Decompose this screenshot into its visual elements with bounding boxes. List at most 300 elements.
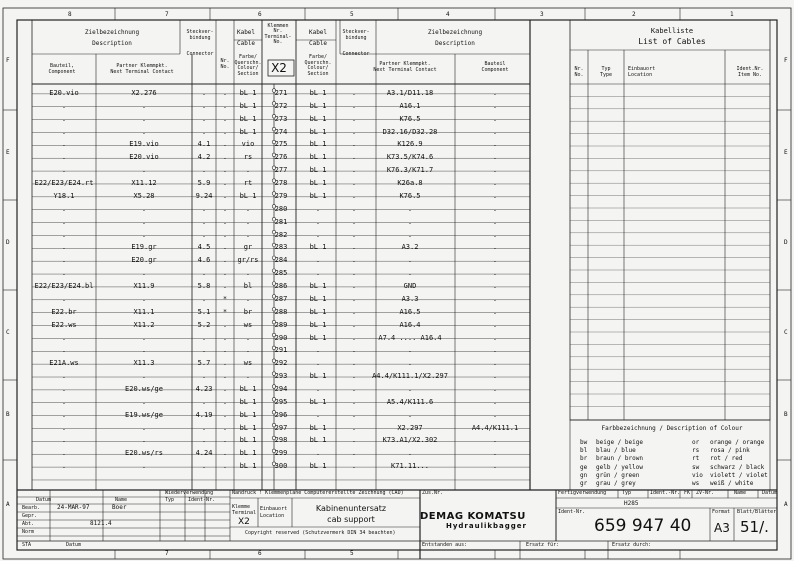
- cell-cable-nr: .: [222, 269, 228, 278]
- cell-cable-nr: .: [222, 423, 228, 432]
- tb-fert-label: Fertigverwendung: [558, 490, 607, 496]
- colour-code: bw: [580, 439, 588, 446]
- border-row-label: F: [784, 57, 788, 64]
- cell-r-partner-contact: .: [407, 217, 413, 226]
- cell-r-component: .: [492, 436, 498, 445]
- cell-r-component: .: [492, 307, 498, 316]
- cell-cable-nr: .: [222, 179, 228, 188]
- colour-name: violett / violet: [710, 471, 768, 479]
- r-ziel-desc: Description: [435, 40, 475, 47]
- cell-r-partner-contact: .: [407, 269, 413, 278]
- colour-name: schwarz / black: [710, 463, 765, 471]
- cell-connector: .: [201, 333, 207, 342]
- tb-title-de: Kabinenuntersatz: [315, 504, 387, 513]
- cell-connector: .: [201, 397, 207, 406]
- cell-r-connector: .: [351, 449, 357, 458]
- cell-r-component: .: [492, 256, 498, 265]
- r-cable-label: Cable: [308, 40, 328, 47]
- cell-cable-nr: .: [222, 256, 228, 265]
- cell-partner-contact: .: [141, 333, 147, 342]
- cable-col-einbau: Einbauort Location: [628, 66, 656, 78]
- colour-name: braun / brown: [596, 455, 643, 463]
- cell-colour-section: ws: [243, 320, 253, 329]
- colour-code: gn: [580, 471, 588, 479]
- tb-blatt: 51/.: [740, 518, 769, 536]
- tb-norm-label: Norm: [22, 529, 35, 535]
- terminal-number: 285: [274, 269, 288, 278]
- cell-r-connector: .: [351, 410, 357, 419]
- cell-colour-section: bL 1: [239, 127, 257, 136]
- cell-partner-contact: .: [141, 269, 147, 278]
- cell-r-colour-section: bL 1: [309, 436, 327, 445]
- cell-component: .: [61, 294, 67, 303]
- cell-r-partner-contact: A3.3: [401, 294, 419, 303]
- cell-r-component: .: [492, 230, 498, 239]
- tb-zv: ZV-Nr.: [696, 490, 715, 496]
- brand-logo: DEMAG KOMATSU: [420, 511, 526, 522]
- r-partner-label: Partner Klemmpkt. Next Terminal Contact: [373, 61, 437, 73]
- cell-colour-section: vio: [241, 140, 255, 149]
- cell-r-connector: .: [351, 320, 357, 329]
- cell-colour-section: br: [243, 307, 253, 316]
- tb-einbau-label: Einbauort: [260, 506, 288, 512]
- border-row-label: B: [784, 411, 788, 418]
- cell-r-component: .: [492, 153, 498, 162]
- ziel-desc: Description: [92, 40, 132, 47]
- cell-r-colour-section: bL 1: [309, 397, 327, 406]
- connector-label: Connector: [186, 51, 214, 57]
- cell-r-component: .: [492, 372, 498, 381]
- cell-partner-contact: E20.ws/rs: [125, 449, 163, 458]
- cell-colour-section: .: [245, 230, 251, 239]
- cell-cable-nr: .: [222, 153, 228, 162]
- colour-code: vio: [692, 471, 703, 479]
- cell-r-colour-section: bL 1: [309, 114, 327, 123]
- cell-r-partner-contact: K76.5: [399, 191, 421, 200]
- border-row-label: A: [6, 501, 10, 508]
- cell-component: .: [61, 140, 67, 149]
- cell-r-colour-section: bL 1: [309, 423, 327, 432]
- cell-r-colour-section: .: [315, 449, 321, 458]
- cell-r-component: .: [492, 101, 498, 110]
- cell-partner-contact: .: [141, 294, 147, 303]
- cell-cable-nr: .: [222, 89, 228, 97]
- cell-r-connector: .: [351, 243, 357, 252]
- cell-r-connector: .: [351, 462, 357, 471]
- r-connector-label: Connector: [342, 51, 370, 57]
- cell-connector: 4.23: [195, 385, 213, 393]
- cell-partner-contact: X5.28: [133, 191, 155, 200]
- cell-cable-nr: .: [222, 410, 228, 419]
- cell-connector: 4.2: [197, 153, 211, 162]
- cell-colour-section: .: [245, 346, 251, 355]
- cable-col-typ: Typ Type: [599, 66, 613, 78]
- cell-cable-nr: .: [222, 282, 228, 291]
- border-row-label: F: [6, 57, 10, 64]
- r-steck-label: Steckver- bindung: [342, 29, 370, 41]
- terminal-number: 271: [274, 89, 288, 97]
- cell-connector: 4.5: [197, 243, 211, 252]
- terminal-number: 291: [274, 346, 288, 355]
- cell-r-connector: .: [351, 282, 357, 291]
- cell-cable-nr: .: [222, 140, 228, 149]
- cell-r-colour-section: .: [315, 256, 321, 265]
- cell-colour-section: bL 1: [239, 385, 257, 393]
- cell-component: .: [61, 166, 67, 175]
- border-col-label: 6: [258, 11, 262, 18]
- cell-cable-nr: .: [222, 101, 228, 110]
- cell-connector: .: [201, 423, 207, 432]
- cell-r-partner-contact: K76.3/K71.7: [386, 166, 434, 175]
- klemmen-label: Klemmen Nr. Terminal- No.: [264, 23, 292, 45]
- cell-partner-contact: .: [141, 346, 147, 355]
- tb-datum2: Datum: [66, 542, 82, 548]
- colour-name: weiß / white: [710, 480, 754, 487]
- border-col-label: 2: [632, 11, 636, 18]
- cell-r-colour-section: .: [315, 269, 321, 278]
- cell-r-colour-section: bL 1: [309, 166, 327, 175]
- cell-r-component: .: [492, 346, 498, 355]
- cell-r-component: .: [492, 320, 498, 329]
- cell-partner-contact: .: [141, 423, 147, 432]
- cell-connector: 5.1: [197, 307, 211, 316]
- cell-r-partner-contact: .: [407, 204, 413, 213]
- terminal-number: 288: [274, 307, 288, 316]
- cell-connector: .: [201, 462, 207, 471]
- cell-connector: 5.7: [197, 359, 211, 368]
- tb-bearb-label: Bearb.: [22, 505, 41, 511]
- cell-component: .: [61, 372, 67, 381]
- cell-r-component: .: [492, 204, 498, 213]
- tb-datum: Datum: [36, 497, 52, 503]
- terminal-number: 281: [274, 217, 288, 226]
- cell-r-connector: .: [351, 179, 357, 188]
- partner-label: Partner Klemmpkt. Next Terminal Contact: [110, 63, 174, 75]
- cell-colour-section: bL 1: [239, 449, 257, 458]
- cell-r-component: .: [492, 127, 498, 136]
- cell-component: E22.br: [51, 307, 77, 316]
- cell-partner-contact: .: [141, 204, 147, 213]
- cell-r-component: .: [492, 217, 498, 226]
- terminal-number: 284: [274, 256, 288, 265]
- border-col-label: 5: [350, 11, 354, 18]
- cell-r-connector: .: [351, 333, 357, 342]
- cell-colour-section: ws: [243, 359, 253, 368]
- cell-partner-contact: .: [141, 436, 147, 445]
- colour-code: rt: [692, 455, 700, 463]
- r-bauteil-label: Bauteil Component: [481, 61, 509, 73]
- cell-r-colour-section: bL 1: [309, 243, 327, 252]
- cell-cable-nr: .: [222, 346, 228, 355]
- border-row-label: C: [784, 329, 788, 336]
- tb-head-text: Nandruck ! Klemmenpläne Computererstellte Zeichnung (CAD): [232, 490, 404, 496]
- terminal-number: 282: [274, 230, 288, 239]
- cell-partner-contact: E20.vio: [129, 153, 159, 162]
- cell-r-component: .: [492, 166, 498, 175]
- cell-r-connector: .: [351, 269, 357, 278]
- cell-component: .: [61, 114, 67, 123]
- cell-r-component: .: [492, 282, 498, 291]
- cell-r-partner-contact: .: [407, 410, 413, 419]
- cell-cable-nr: .: [222, 127, 228, 136]
- cable-list-title: Kabelliste: [650, 27, 694, 35]
- cell-r-partner-contact: X2.297: [397, 423, 423, 432]
- tb-einbau-value: Location: [260, 513, 285, 519]
- cell-cable-nr: .: [222, 397, 228, 406]
- colour-name: gelb / yellow: [596, 463, 643, 471]
- cell-r-connector: .: [351, 385, 357, 393]
- cell-r-component: .: [492, 359, 498, 368]
- cell-component: Y18.1: [53, 191, 75, 200]
- cell-cable-nr: .: [222, 436, 228, 445]
- border-col-label: 3: [540, 11, 544, 18]
- cell-connector: .: [201, 166, 207, 175]
- cell-connector: .: [201, 89, 207, 97]
- cable-col-ident: Ident.Nr. Item No.: [736, 66, 764, 78]
- ziel-title: Zielbezeichnung: [84, 29, 140, 36]
- tb-identnr-label: Ident-Nr.: [558, 509, 586, 515]
- cell-cable-nr: .: [222, 217, 228, 226]
- cell-partner-contact: E20.gr: [131, 256, 157, 265]
- border-col-label: 7: [165, 11, 169, 18]
- border-row-label: B: [6, 411, 10, 418]
- cell-r-component: .: [492, 333, 498, 342]
- cell-r-component: .: [492, 294, 498, 303]
- tb-blatt-label: Blatt/Blätter: [737, 509, 777, 515]
- cell-r-connector: .: [351, 101, 357, 110]
- cell-colour-section: rs: [243, 153, 253, 162]
- cell-connector: .: [201, 127, 207, 136]
- terminal-number: 273: [274, 114, 288, 123]
- cell-r-partner-contact: A3.2: [401, 243, 419, 252]
- cell-cable-nr: .: [222, 462, 228, 471]
- cell-r-colour-section: bL 1: [309, 294, 327, 303]
- cell-component: .: [61, 385, 67, 393]
- cell-component: .: [61, 243, 67, 252]
- colour-name: orange / orange: [710, 439, 765, 446]
- cell-colour-section: bL 1: [239, 462, 257, 471]
- cell-connector: .: [201, 372, 207, 381]
- tb-wieder-label: Wiederverwendung: [165, 490, 214, 496]
- cell-cable-nr: .: [222, 230, 228, 239]
- cell-r-partner-contact: A5.4/K111.6: [386, 397, 434, 406]
- cell-r-colour-section: bL 1: [309, 101, 327, 110]
- cell-r-component: .: [492, 179, 498, 188]
- cell-component: .: [61, 423, 67, 432]
- cell-cable-nr: .: [222, 385, 228, 393]
- kabel-label: Kabel: [236, 29, 256, 36]
- cell-colour-section: gr: [243, 243, 253, 252]
- cell-r-colour-section: bL 1: [309, 333, 327, 342]
- cell-connector: 9.24: [195, 191, 213, 200]
- cell-partner-contact: X11.12: [131, 179, 157, 188]
- terminal-number: 276: [274, 153, 288, 162]
- cell-component: E21A.ws: [49, 359, 79, 368]
- cell-r-colour-section: bL 1: [309, 89, 327, 97]
- cell-colour-section: rt: [243, 179, 253, 188]
- terminal-number: 287: [274, 294, 288, 303]
- cell-cable-nr: .: [222, 204, 228, 213]
- colour-code: br: [580, 455, 588, 463]
- cell-r-partner-contact: K71.11...: [391, 462, 429, 471]
- cell-r-connector: .: [351, 307, 357, 316]
- cell-component: .: [61, 217, 67, 226]
- cell-r-component: .: [492, 385, 498, 393]
- terminal-number: 296: [274, 410, 288, 419]
- cell-r-connector: .: [351, 294, 357, 303]
- r-kabel-label: Kabel: [308, 29, 328, 36]
- cell-r-component: .: [492, 397, 498, 406]
- cell-component: .: [61, 333, 67, 342]
- cell-r-connector: .: [351, 114, 357, 123]
- r-farbe-label: Farbe/ Querschn. Colour/ Section: [304, 54, 332, 77]
- cell-r-partner-contact: A3.1/D11.18: [386, 89, 434, 97]
- cell-partner-contact: .: [141, 127, 147, 136]
- cell-partner-contact: .: [141, 101, 147, 110]
- cell-component: .: [61, 127, 67, 136]
- cell-r-component: A4.4/K111.1: [471, 423, 519, 432]
- terminal-number: 286: [274, 282, 288, 291]
- border-row-label: A: [784, 501, 788, 508]
- tb-abt-label: Abt.: [22, 521, 35, 527]
- colour-code: ge: [580, 463, 588, 471]
- cell-r-partner-contact: A4.4/K111.1/X2.297: [372, 372, 448, 381]
- cell-cable-nr: .: [222, 333, 228, 342]
- tb-typ-label: Typ: [165, 497, 175, 503]
- cell-r-connector: .: [351, 423, 357, 432]
- cell-component: .: [61, 410, 67, 419]
- cell-r-component: .: [492, 243, 498, 252]
- cell-component: .: [61, 462, 67, 471]
- cell-colour-section: bL 1: [239, 191, 257, 200]
- tb-kl-value: X2: [238, 517, 250, 527]
- cell-r-colour-section: bL 1: [309, 140, 327, 149]
- cell-connector: 5.2: [197, 320, 211, 329]
- cell-r-connector: .: [351, 397, 357, 406]
- cell-partner-contact: E20.ws/ge: [125, 385, 163, 393]
- cell-connector: 4.19: [195, 410, 213, 419]
- cell-component: .: [61, 204, 67, 213]
- cell-partner-contact: X11.9: [133, 282, 155, 291]
- cell-cable-nr: .: [222, 191, 228, 200]
- cell-partner-contact: .: [141, 114, 147, 123]
- cell-cable-nr: .: [222, 359, 228, 368]
- cell-cable-nr: *: [222, 307, 228, 316]
- cell-r-colour-section: .: [315, 385, 321, 393]
- border-row-label: C: [6, 329, 10, 336]
- terminal-number: 289: [274, 320, 288, 329]
- cell-r-partner-contact: K126.9: [397, 140, 423, 149]
- cell-r-partner-contact: K73.A1/X2.302: [382, 436, 438, 445]
- border-col-label-bottom: 5: [350, 550, 354, 557]
- cell-cable-nr: .: [222, 372, 228, 381]
- cell-component: E20.vio: [49, 89, 79, 97]
- cell-component: .: [61, 230, 67, 239]
- cell-colour-section: bL 1: [239, 101, 257, 110]
- cell-colour-section: bL 1: [239, 423, 257, 432]
- cell-r-partner-contact: .: [407, 385, 413, 393]
- cell-r-colour-section: bL 1: [309, 191, 327, 200]
- cell-colour-section: .: [245, 217, 251, 226]
- cell-r-component: .: [492, 191, 498, 200]
- cable-label: Cable: [236, 40, 256, 47]
- cell-r-component: .: [492, 140, 498, 149]
- cell-colour-section: .: [245, 204, 251, 213]
- cell-cable-nr: .: [222, 166, 228, 175]
- cell-r-partner-contact: A16.4: [399, 320, 421, 329]
- cell-connector: 4.6: [197, 256, 211, 265]
- tb-identnr2: Ident.-Nr.: [650, 490, 681, 496]
- terminal-number: 299: [274, 449, 288, 458]
- terminal-number: 298: [274, 436, 288, 445]
- terminal-number: 272: [274, 101, 288, 110]
- terminal-number: 293: [274, 372, 288, 381]
- terminal-number: 279: [274, 191, 288, 200]
- border-row-label: D: [6, 239, 10, 246]
- terminal-number: 274: [274, 127, 288, 136]
- cell-r-connector: .: [351, 436, 357, 445]
- tb-fk: FK: [684, 490, 691, 496]
- colour-code: sw: [692, 463, 700, 471]
- cell-r-partner-contact: A16.5: [399, 307, 421, 316]
- cell-r-component: .: [492, 269, 498, 278]
- cell-r-connector: .: [351, 204, 357, 213]
- tb-title-en: cab support: [327, 515, 375, 524]
- cell-r-partner-contact: A7.4 .... A16.4: [378, 333, 442, 342]
- cell-partner-contact: .: [141, 166, 147, 175]
- cell-partner-contact: E19.gr: [131, 243, 157, 252]
- terminal-number: 292: [274, 359, 288, 368]
- colour-code: gr: [580, 480, 588, 487]
- cell-r-partner-contact: A16.1: [399, 101, 421, 110]
- cell-r-component: .: [492, 114, 498, 123]
- cell-partner-contact: .: [141, 217, 147, 226]
- cell-r-connector: .: [351, 230, 357, 239]
- cell-partner-contact: .: [141, 462, 147, 471]
- cell-connector: 4.24: [195, 449, 213, 458]
- border-col-label: 4: [446, 11, 450, 18]
- tb-abt-value: 8121.4: [90, 520, 112, 527]
- terminal-number: 300: [274, 462, 288, 471]
- cell-r-partner-contact: .: [407, 230, 413, 239]
- cell-component: .: [61, 397, 67, 406]
- colour-code: bl: [580, 447, 588, 455]
- cell-r-component: .: [492, 449, 498, 458]
- cell-r-colour-section: .: [315, 346, 321, 355]
- tb-machine: H285: [624, 500, 639, 507]
- cell-colour-section: bL 1: [239, 397, 257, 406]
- cell-cable-nr: .: [222, 243, 228, 252]
- cell-r-partner-contact: .: [407, 256, 413, 265]
- cell-r-partner-contact: .: [407, 449, 413, 458]
- cell-r-partner-contact: K76.5: [399, 114, 421, 123]
- steck-title: Steckver- bindung: [186, 29, 214, 41]
- bauteil-label: Bauteil, Component: [48, 63, 76, 75]
- cell-r-colour-section: bL 1: [309, 320, 327, 329]
- r-ziel-title: Zielbezeichnung: [427, 29, 483, 36]
- cell-r-partner-contact: D32.16/D32.28: [382, 127, 438, 136]
- cell-colour-section: .: [245, 269, 251, 278]
- cell-connector: 5.8: [197, 282, 211, 291]
- terminal-number: 290: [274, 333, 288, 342]
- cell-colour-section: bL 1: [239, 89, 257, 97]
- border-row-label: E: [784, 149, 788, 156]
- cell-connector: 5.9: [197, 179, 211, 188]
- colour-name: rosa / pink: [710, 447, 750, 455]
- cell-component: .: [61, 346, 67, 355]
- cell-r-colour-section: .: [315, 204, 321, 213]
- cell-connector: 4.1: [197, 140, 211, 149]
